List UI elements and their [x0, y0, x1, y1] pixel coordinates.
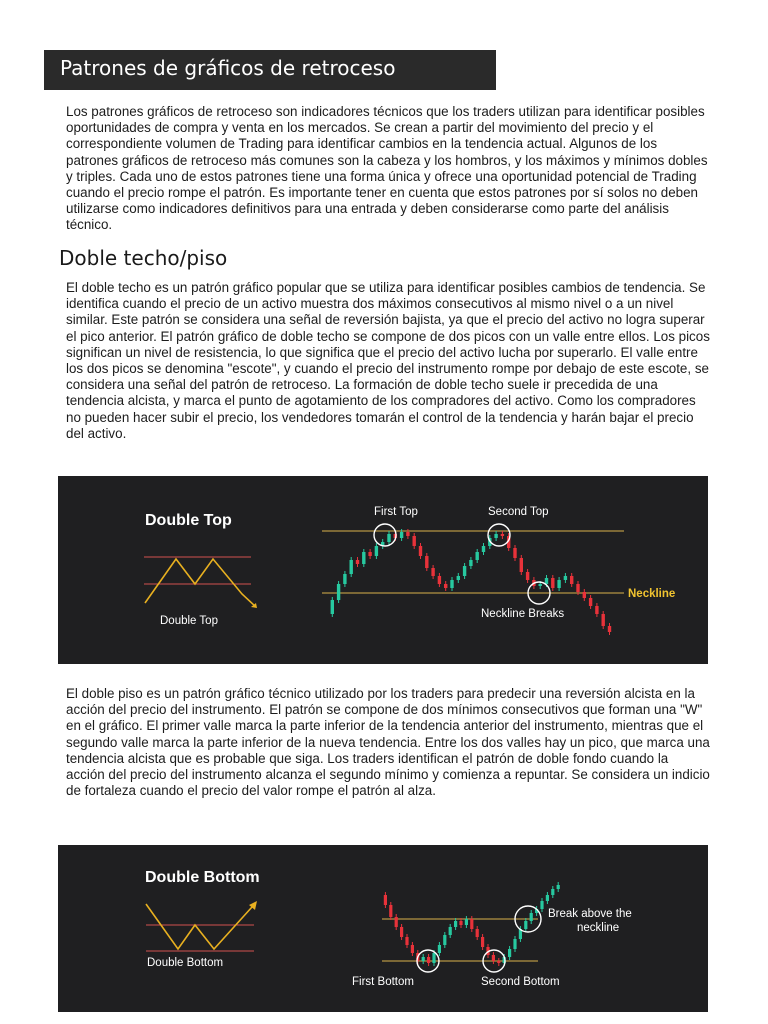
double-top-candle-body [331, 600, 334, 614]
double-bottom-diagram-path [146, 904, 252, 949]
neckline-breaks-label: Neckline Breaks [481, 608, 565, 620]
page-title: Patrones de gráficos de retroceso [60, 56, 396, 80]
first-top-marker [374, 524, 396, 546]
intro-paragraph: Los patrones gráficos de retroceso son indicadores técnicos que los traders utilizan para identificar posibles oportunidades de compra y venta en los mercados. Se crean a partir del movimiento del precio y el correspondiente volumen de Trading para identificar cambios en la tendencia actual. Algunos de los patrones gráficos de retroceso más comunes son la cabeza y los hombros, y los máximos y mínimos dobles y triples. Cada uno de estos patrones tiene una forma única y ofrece una oportunidad potencial de Trading cuando el precio rompe el patrón. Es importante tener en cuenta que estos patrones por sí solos no deben utilizarse como indicadores definitivos para una entrada y deben considerarse como parte del análisis técnico. [66, 104, 708, 233]
break-above-label-line2: neckline [577, 922, 620, 934]
first-bottom-label: First Bottom [352, 976, 414, 988]
double-bottom-candle-body [508, 949, 511, 957]
double-bottom-candle-body [524, 921, 527, 929]
break-above-label-line1: Break above the [548, 908, 632, 920]
double-top-paragraph: El doble techo es un patrón gráfico popular que se utiliza para identificar posibles cambios de tendencia. Se identifica cuando el precio de un activo muestra dos máximos consecutivos al mismo nivel o a un nivel similar. Este patrón se considera una señal de reversión bajista, ya que el precio del activo no logra superar el pico anterior. El patrón gráfico de doble techo se compone de dos picos con un valle entre ellos. Los picos significan un nivel de resistencia, lo que significa que el precio del activo lucha por superarlo. El valle entre los dos picos se denomina "escote", y cuando el precio del instrumento rompe por debajo de este escote, se considera una señal del patrón de retroceso. La formación de doble techo suele ir precedida de una tendencia alcista, y marca el punto de agotamiento de los compradores del activo. Como los compradores no pueden hacer subir el precio, los vendedores tomarán el control de la tendencia y harán bajar el precio del activo. [66, 280, 710, 441]
double-top-candle-body [545, 578, 548, 584]
double-bottom-svg [58, 845, 708, 1012]
double-top-candle-body [589, 598, 592, 606]
double-top-candle-body [513, 548, 516, 558]
double-bottom-candle-body [454, 921, 457, 927]
double-top-candle-body [362, 552, 365, 564]
double-top-candle-body [539, 584, 542, 586]
double-top-candle-body [400, 532, 403, 538]
double-bottom-candle-body [557, 885, 560, 889]
title-bar [44, 50, 496, 90]
double-top-heading: Double Top [145, 512, 232, 529]
double-top-candle-body [463, 566, 466, 576]
double-bottom-diagram-label: Double Bottom [147, 957, 224, 969]
double-top-candle-body [406, 532, 409, 536]
double-top-candle-body [444, 584, 447, 588]
double-top-candle-body [343, 574, 346, 584]
double-top-candle-body [608, 626, 611, 632]
double-top-candle-body [570, 576, 573, 584]
double-top-candle-body [413, 536, 416, 546]
double-top-candle-body [350, 560, 353, 574]
double-bottom-candle-body [389, 905, 392, 917]
double-top-candle-body [425, 556, 428, 568]
double-top-candle-body [564, 576, 567, 580]
second-top-label: Second Top [488, 506, 549, 518]
section-title: Doble techo/piso [59, 246, 228, 270]
double-top-candle-body [494, 534, 497, 538]
double-top-candle-body [368, 552, 371, 556]
double-top-candle-body [337, 584, 340, 600]
double-top-candle-body [431, 568, 434, 576]
double-top-candles [331, 529, 612, 635]
double-bottom-candle-body [476, 929, 479, 937]
neckline-label: Neckline [628, 588, 676, 600]
double-top-candle-body [526, 572, 529, 580]
double-top-candle-body [501, 534, 504, 536]
double-bottom-candles [384, 882, 560, 966]
double-top-candle-body [356, 560, 359, 564]
double-bottom-candle-body [411, 945, 414, 953]
double-top-candle-body [576, 584, 579, 592]
double-bottom-candle-body [530, 913, 533, 921]
double-top-candle-body [375, 546, 378, 556]
double-top-candle-body [469, 560, 472, 566]
double-bottom-candle-body [400, 927, 403, 937]
double-bottom-heading: Double Bottom [145, 869, 260, 886]
double-bottom-candle-body [470, 919, 473, 929]
double-bottom-candle-body [384, 895, 387, 905]
double-bottom-candle-body [395, 917, 398, 927]
double-top-svg [58, 476, 708, 664]
double-top-candle-body [419, 546, 422, 556]
double-bottom-candle-body [546, 895, 549, 901]
double-bottom-candle-body [427, 957, 430, 963]
double-bottom-candle-body [422, 957, 425, 961]
double-top-candle-body [457, 576, 460, 580]
double-bottom-candle-body [481, 937, 484, 947]
double-top-candle-body [387, 534, 390, 542]
double-bottom-candle-body [492, 955, 495, 961]
double-top-candle-body [551, 578, 554, 588]
double-top-candle-body [557, 580, 560, 588]
double-top-candle-body [583, 592, 586, 598]
double-bottom-candle-body [459, 921, 462, 925]
double-top-figure [58, 476, 708, 664]
double-bottom-candle-body [497, 961, 500, 963]
double-top-candle-body [482, 546, 485, 552]
double-top-candle-body [450, 580, 453, 588]
double-top-candle-body [520, 558, 523, 572]
double-bottom-candle-body [551, 889, 554, 895]
double-bottom-candle-body [443, 935, 446, 945]
double-top-candle-body [438, 576, 441, 584]
first-top-label: First Top [374, 506, 418, 518]
double-bottom-candle-body [513, 939, 516, 949]
second-bottom-label: Second Bottom [481, 976, 560, 988]
double-top-candle-body [476, 552, 479, 560]
double-bottom-paragraph: El doble piso es un patrón gráfico técnico utilizado por los traders para predecir una reversión alcista en la acción del precio del instrumento. El patrón se compone de dos mínimos consecutivos que forman una "W" en el gráfico. El primer valle marca la parte inferior de la tendencia anterior del instrumento, mientras que el segundo valle marca la parte inferior de la nueva tendencia. Entre los dos valles hay un pico, que marca una tendencia alcista que es probable que siga. Los traders identifican el patrón de doble fondo cuando la acción del precio del instrumento alcanza el segundo mínimo y comienza a repuntar. Se considera un indicio de fortaleza cuando el precio del valor rompe el patrón al alza. [66, 686, 710, 799]
double-top-candle-body [602, 614, 605, 626]
double-bottom-candle-body [432, 953, 435, 963]
double-top-diagram-label: Double Top [160, 615, 218, 627]
double-bottom-candle-body [540, 901, 543, 909]
double-bottom-candle-body [449, 927, 452, 935]
double-bottom-candle-body [465, 919, 468, 925]
double-bottom-candle-body [405, 937, 408, 945]
double-bottom-figure [58, 845, 708, 1012]
second-top-marker [488, 524, 510, 546]
double-bottom-candle-body [438, 945, 441, 953]
double-top-candle-body [595, 606, 598, 614]
double-top-diagram-path [145, 559, 256, 607]
